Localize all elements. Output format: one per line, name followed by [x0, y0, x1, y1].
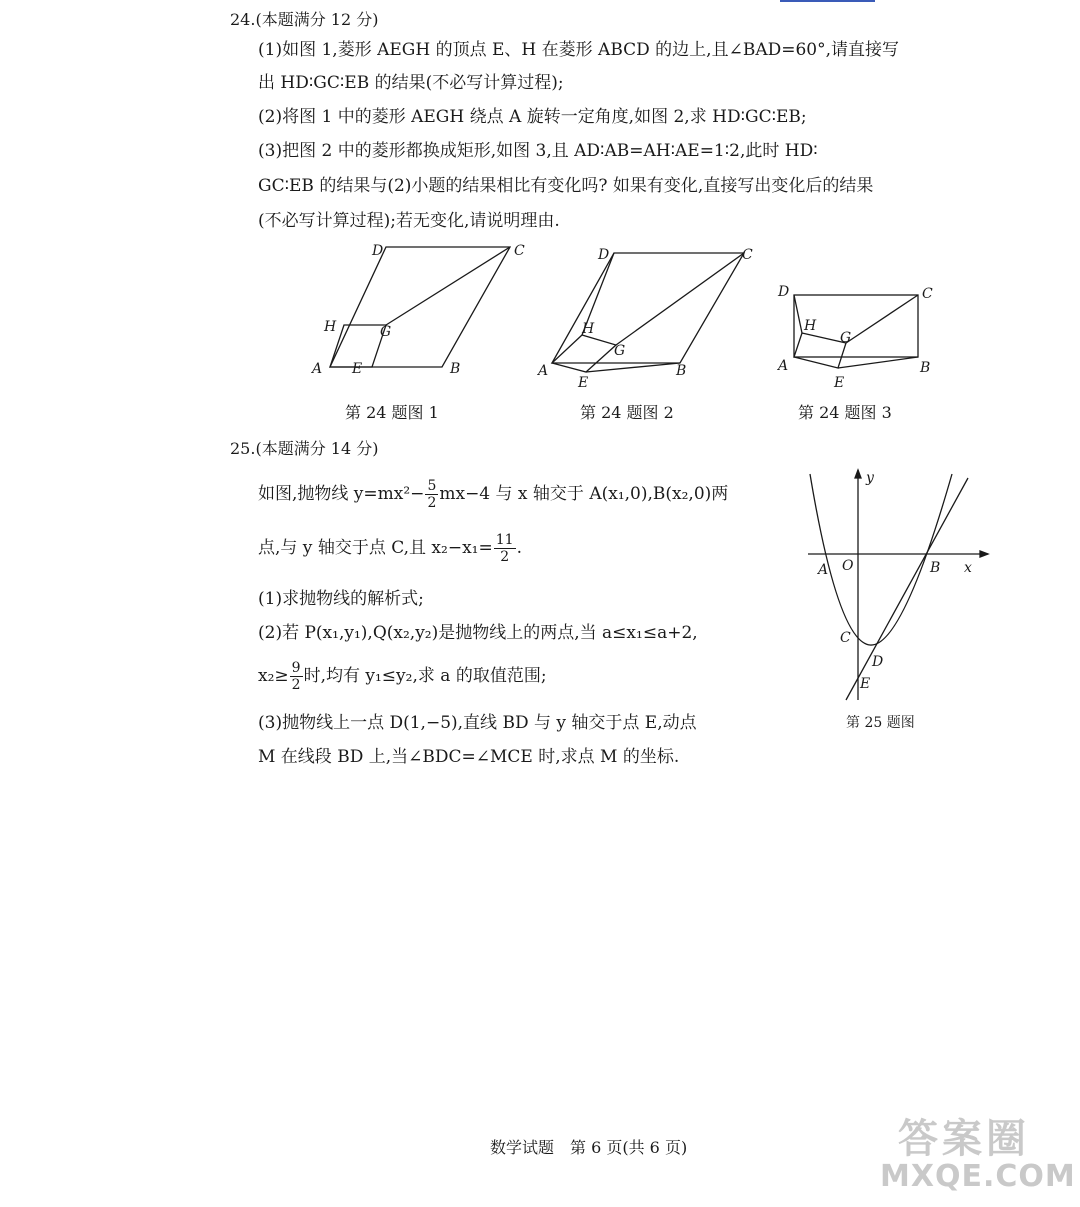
q25-intro-fraction	[425, 478, 438, 511]
label-g: G	[380, 324, 392, 340]
label-h: H	[324, 319, 337, 335]
q24-part3-line1: (3)把图 2 中的菱形都换成矩形,如图 3,且 AD∶AB=AH∶AE=1∶2,此时 HD∶	[258, 141, 818, 161]
rhombus-aegh	[552, 335, 616, 372]
rectangle-aegh	[794, 333, 846, 368]
y-axis-arrow	[855, 470, 861, 478]
q25-intro-text-a: 如图,抛物线 y=mx²−	[258, 484, 425, 504]
q25-header: 25.(本题满分 14 分)	[230, 439, 379, 458]
q25-part2-fraction	[290, 660, 303, 693]
page-footer: 数学试题 第 6 页(共 6 页)	[490, 1138, 688, 1157]
q24-figure-3-caption: 第 24 题图 3	[798, 403, 892, 422]
q25-figure	[800, 462, 1000, 707]
label-a: A	[538, 363, 549, 379]
frac-denominator: 2	[291, 677, 301, 693]
segment-gc	[386, 247, 510, 325]
q25-line2-fraction	[494, 532, 516, 565]
label-d: D	[372, 243, 384, 259]
label-d: D	[778, 284, 790, 300]
watermark-line1: 答案圈	[898, 1116, 1030, 1162]
label-x: x	[964, 560, 972, 576]
label-b: B	[930, 560, 941, 576]
q24-part1-line2: 出 HD∶GC∶EB 的结果(不必写计算过程);	[258, 73, 564, 93]
label-e: E	[352, 361, 363, 377]
label-c: C	[514, 243, 525, 259]
label-e: E	[578, 375, 589, 390]
q24-figure-3	[770, 275, 945, 395]
label-o: O	[842, 558, 854, 574]
frac-denominator: 2	[427, 495, 437, 511]
frac-numerator: 9	[291, 660, 301, 676]
frac-denominator: 2	[500, 549, 510, 565]
label-a: A	[818, 562, 829, 578]
q25-part3-line2: M 在线段 BD 上,当∠BDC=∠MCE 时,求点 M 的坐标.	[258, 747, 680, 767]
line-bd	[846, 478, 968, 700]
q25-part2-line1: (2)若 P(x₁,y₁),Q(x₂,y₂)是抛物线上的两点,当 a≤x₁≤a+2,	[258, 623, 698, 643]
q25-figure-caption: 第 25 题图	[846, 715, 915, 731]
label-b: B	[920, 360, 931, 376]
frac-numerator: 5	[427, 478, 437, 494]
q25-intro-line2	[258, 532, 522, 565]
q24-part2: (2)将图 1 中的菱形 AEGH 绕点 A 旋转一定角度,如图 2,求 HD∶GC∶EB;	[258, 107, 807, 127]
q24-figure-1-caption: 第 24 题图 1	[345, 403, 439, 422]
q25-part1: (1)求抛物线的解析式;	[258, 589, 424, 609]
q24-figure-1	[300, 235, 540, 385]
label-c: C	[922, 286, 933, 302]
label-a: A	[312, 361, 323, 377]
watermark-logo	[880, 1107, 1076, 1199]
label-y: y	[866, 470, 874, 486]
q25-line2-text-a: 点,与 y 轴交于点 C,且 x₂−x₁=	[258, 538, 493, 558]
label-d: D	[598, 247, 610, 263]
label-h: H	[582, 321, 595, 337]
q24-figure-2	[530, 235, 770, 390]
label-e: E	[834, 375, 845, 391]
q25-intro-text-b: mx−4 与 x 轴交于 A(x₁,0),B(x₂,0)两	[439, 484, 729, 504]
q25-line2-text-b: .	[516, 538, 522, 558]
rhombus-abcd	[552, 253, 744, 363]
q24-part1-line1: (1)如图 1,菱形 AEGH 的顶点 E、H 在菱形 ABCD 的边上,且∠BAD=60°,请直接写	[258, 40, 900, 60]
q25-part2-text-a: x₂≥	[258, 666, 289, 686]
top-mark	[780, 0, 875, 2]
q25-part2-text-b: 时,均有 y₁≤y₂,求 a 的取值范围;	[303, 666, 547, 686]
q25-intro-line1	[258, 478, 728, 511]
label-b: B	[450, 361, 461, 377]
q24-header: 24.(本题满分 12 分)	[230, 10, 379, 29]
q25-part2-line2	[258, 660, 547, 693]
q24-part3-line3: (不必写计算过程);若无变化,请说明理由.	[258, 211, 560, 231]
q24-part3-line2: GC∶EB 的结果与(2)小题的结果相比有变化吗? 如果有变化,直接写出变化后的结果	[258, 176, 874, 196]
label-g: G	[614, 343, 626, 359]
q25-part3-line1: (3)抛物线上一点 D(1,−5),直线 BD 与 y 轴交于点 E,动点	[258, 713, 697, 733]
rhombus-abcd	[330, 247, 510, 367]
watermark-line2: MXQE.COM	[880, 1159, 1076, 1194]
label-d: D	[872, 654, 884, 670]
q24-figure-2-caption: 第 24 题图 2	[580, 403, 674, 422]
label-c: C	[840, 630, 851, 646]
frac-numerator: 11	[495, 532, 514, 548]
x-axis-arrow	[980, 551, 988, 557]
label-h: H	[804, 318, 817, 334]
label-e: E	[860, 676, 871, 692]
label-g: G	[840, 330, 852, 346]
label-a: A	[778, 358, 789, 374]
label-c: C	[742, 247, 753, 263]
label-b: B	[676, 363, 687, 379]
